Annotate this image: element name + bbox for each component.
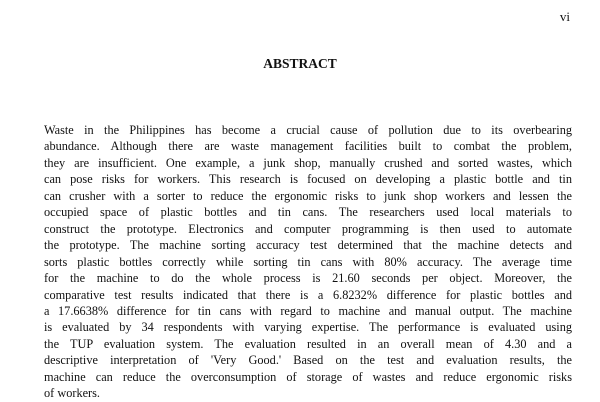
abstract-line: machine can reduce the overconsumption of storage of wastes and reduce ergonomic risks [44,369,572,384]
page-number: vi [559,9,570,24]
abstract-line: is evaluated by 34 respondents with varying expertise. The performance is evaluated using [44,320,572,335]
abstract-line: a 17.6638% difference for tin cans with regard to machine and manual output. The machine [44,303,572,318]
abstract-line: occupied space of plastic bottles and tin cans. The researchers used local materials to [44,205,572,220]
abstract-line: of workers. [44,386,101,401]
abstract-line: can pose risks for workers. This research is focused on developing a plastic bottle and tin [44,172,572,187]
abstract-line: comparative test results indicated that there is a 6.8232% difference for plastic bottles and [44,287,572,302]
abstract-paragraph [44,122,572,402]
abstract-line: the TUP evaluation system. The evaluation resulted in an overall mean of 4.30 and a [44,336,572,351]
abstract-line: abundance. Although there are waste management facilities built to combat the problem, [44,139,572,154]
abstract-line: the prototype. The machine sorting accuracy test determined that the machine detects and [44,238,572,253]
abstract-line: they are insufficient. One example, a junk shop, manually crushed and sorted wastes, which [44,155,572,170]
abstract-line: can crusher with a sorter to reduce the ergonomic risks to junk shop workers and lessen the [44,188,572,203]
abstract-line: for the machine to do the whole process is 21.60 seconds per object. Moreover, the [44,271,572,286]
page-title: ABSTRACT [263,56,337,71]
abstract-line: construct the prototype. Electronics and computer programming is then used to automate [44,221,572,236]
abstract-line: descriptive interpretation of 'Very Good.' Based on the test and evaluation results, the [44,353,572,368]
abstract-line: sorts plastic bottles correctly while sorting tin cans with 80% accuracy. The average time [44,254,572,269]
abstract-line: Waste in the Philippines has become a crucial cause of pollution due to its overbearing [44,123,572,137]
